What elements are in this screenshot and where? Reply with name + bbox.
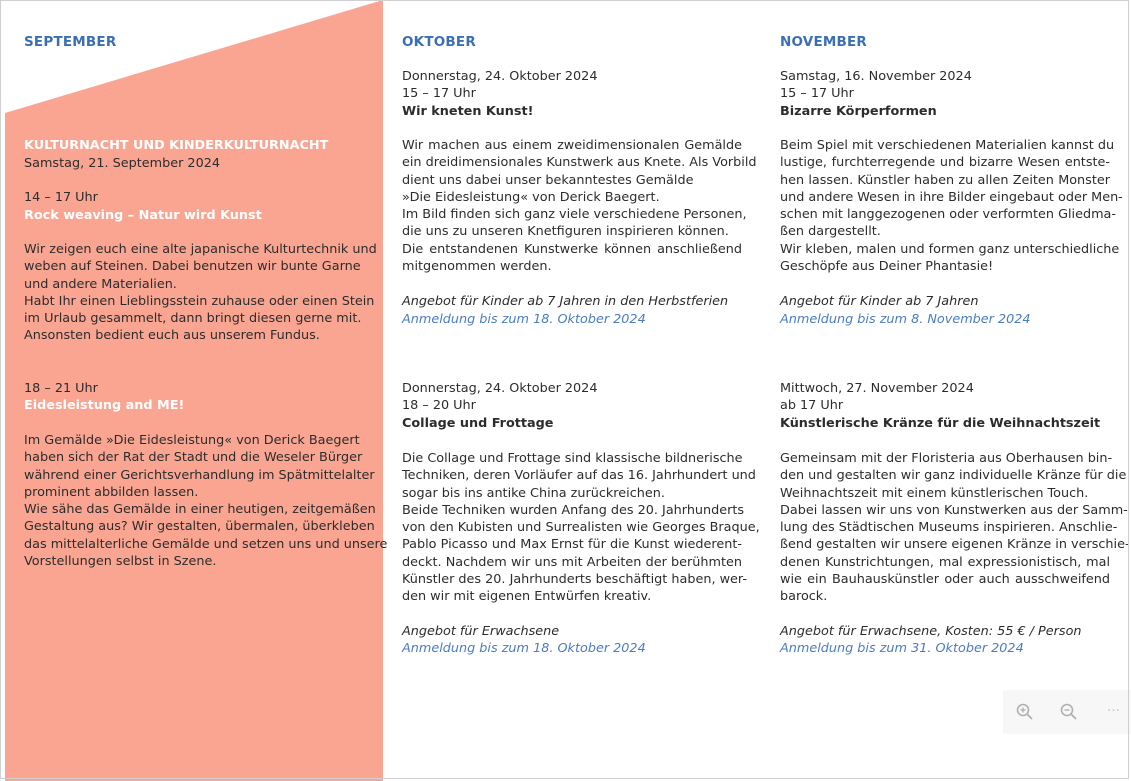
- month-heading-november: NOVEMBER: [780, 34, 868, 50]
- description-line: Techniken, deren Vorläufer auf das 16. Jahrhundert und: [402, 468, 756, 484]
- event-date: Samstag, 21. September 2024: [24, 156, 221, 171]
- description-line: im Urlaub gesammelt, dann bringt diesen gerne mit.: [24, 311, 362, 327]
- description-line: Wir zeigen euch eine alte japanische Kulturtechnik und: [24, 242, 377, 257]
- event-date: Mittwoch, 27. November 2024: [780, 381, 974, 396]
- description-line: »Die Eidesleistung« von Derick Baegert.: [402, 189, 660, 205]
- event-time: 15 – 17 Uhr: [402, 86, 476, 101]
- event-description: [24, 241, 377, 345]
- event-description: [24, 432, 388, 570]
- description-line: sogar bis ins antike China zurückreichen.: [402, 485, 665, 501]
- description-line: Im Bild finden sich ganz viele verschiedene Personen,: [402, 207, 747, 223]
- description-line: Gemeinsam mit der Floristeria aus Oberhausen bin-: [780, 451, 1113, 466]
- description-line: wie ein Bauhauskünstler oder auch ausschweifend: [780, 572, 1110, 588]
- description-line: hen lassen. Künstler haben zu allen Zeiten Monster: [780, 172, 1110, 188]
- month-heading-oktober: OKTOBER: [402, 34, 476, 50]
- description-line: Weihnachtszeit mit einem künstlerischen Touch.: [780, 485, 1089, 501]
- description-line: haben sich der Rat der Stadt und die Weseler Bürger: [24, 450, 363, 466]
- description-line: Beim Spiel mit verschiedenen Materialien kannst du: [780, 138, 1115, 153]
- event-description: [402, 450, 760, 606]
- event-date: Samstag, 16. November 2024: [780, 69, 972, 84]
- more-icon[interactable]: …: [1107, 700, 1120, 715]
- description-line: ßend gestalten wir unsere eigenen Kränze in verschie-: [780, 537, 1130, 553]
- description-line: Die entstandenen Kunstwerke können anschließend: [402, 241, 742, 257]
- event-description: [402, 137, 757, 275]
- event-registration: Anmeldung bis zum 31. Oktober 2024: [780, 641, 1024, 656]
- description-line: ßen dargestellt.: [780, 224, 881, 240]
- description-line: Im Gemälde »Die Eidesleistung« von Derick Baegert: [24, 433, 360, 448]
- description-line: Wir machen aus einem zweidimensionalen Gemälde: [402, 138, 742, 153]
- description-line: die uns zu unseren Knetfiguren inspirieren können.: [402, 224, 729, 240]
- description-line: Gestaltung aus? Wir gestalten, übermalen, überkleben: [24, 519, 375, 535]
- event-time: 15 – 17 Uhr: [780, 86, 854, 101]
- event-title: Rock weaving – Natur wird Kunst: [24, 208, 262, 223]
- description-line: prominent abbilden lassen.: [24, 484, 199, 500]
- description-line: Vorstellungen selbst in Szene.: [24, 554, 217, 570]
- description-line: Ansonsten bedient euch aus unserem Fundus.: [24, 328, 320, 344]
- event-title: Bizarre Körperformen: [780, 104, 937, 119]
- description-line: Pablo Picasso und Max Ernst für die Kunst wiederent-: [402, 537, 742, 553]
- description-line: weben auf Steinen. Dabei benutzen wir bunte Garne: [24, 259, 361, 275]
- description-line: dient uns dabei unser bekanntestes Gemälde: [402, 172, 694, 188]
- event-offer: Angebot für Kinder ab 7 Jahren in den Herbstferien: [402, 294, 729, 309]
- description-line: denen Kunstrichtungen, mal expressionistisch, mal: [780, 554, 1110, 570]
- description-line: Geschöpfe aus Deiner Phantasie!: [780, 259, 994, 275]
- event-registration: Anmeldung bis zum 18. Oktober 2024: [402, 312, 646, 327]
- event-time: 18 – 20 Uhr: [402, 398, 476, 413]
- zoom-toolbar: [1003, 690, 1131, 734]
- event-group-title: KULTURNACHT UND KINDERKULTURNACHT: [24, 138, 329, 153]
- description-line: Beide Techniken wurden Anfang des 20. Jahrhunderts: [402, 502, 745, 518]
- description-line: schen mit langgezogenen oder verformten Gliedma-: [780, 207, 1117, 223]
- event-offer: Angebot für Kinder ab 7 Jahren: [780, 294, 979, 309]
- event-date: Donnerstag, 24. Oktober 2024: [402, 381, 598, 396]
- description-line: lung des Städtischen Museums inspirieren. Anschlie-: [780, 520, 1118, 536]
- description-line: den wir mit eigenen Entwürfen kreativ.: [402, 589, 652, 605]
- description-line: Dabei lassen wir uns von Kunstwerken aus der Samm-: [780, 502, 1128, 518]
- event-description: [780, 450, 1130, 606]
- event-registration: Anmeldung bis zum 8. November 2024: [780, 312, 1031, 327]
- description-line: barock.: [780, 589, 828, 605]
- event-time: ab 17 Uhr: [780, 398, 844, 413]
- description-line: und andere Materialien.: [24, 276, 177, 292]
- description-line: Wie sähe das Gemälde in einer heutigen, zeitgemäßen: [24, 502, 376, 518]
- description-line: mitgenommen werden.: [402, 259, 552, 275]
- event-title: Künstlerische Kränze für die Weihnachtszeit: [780, 416, 1101, 431]
- event-title: Eidesleistung and ME!: [24, 398, 185, 413]
- month-heading-september: SEPTEMBER: [24, 34, 117, 50]
- zoom-out-icon[interactable]: [1059, 702, 1079, 722]
- event-date: Donnerstag, 24. Oktober 2024: [402, 69, 598, 84]
- event-description: [780, 137, 1123, 275]
- description-line: Wir kleben, malen und formen ganz unterschiedliche: [780, 241, 1120, 257]
- event-title: Collage und Frottage: [402, 416, 554, 431]
- event-registration: Anmeldung bis zum 18. Oktober 2024: [402, 641, 646, 656]
- description-line: Die Collage und Frottage sind klassische bildnerische: [402, 451, 743, 466]
- description-line: Künstler des 20. Jahrhunderts beschäftigt haben, wer-: [402, 572, 747, 588]
- event-title: Wir kneten Kunst!: [402, 104, 534, 119]
- description-line: lustige, furchterregende und bizarre Wesen entste-: [780, 155, 1110, 171]
- description-line: den und gestalten wir ganz individuelle Kränze für die: [780, 468, 1127, 484]
- zoom-in-icon[interactable]: [1015, 702, 1035, 722]
- description-line: das mittelalterliche Gemälde und setzen uns und unsere: [24, 536, 388, 552]
- event-offer: Angebot für Erwachsene, Kosten: 55 € / Person: [780, 624, 1082, 639]
- description-line: ein dreidimensionales Kunstwerk aus Knete. Als Vorbild: [402, 155, 757, 171]
- description-line: Habt Ihr einen Lieblingsstein zuhause oder einen Stein: [24, 293, 375, 309]
- description-line: während einer Gerichtsverhandlung im Spätmittelalter: [24, 467, 375, 483]
- event-time: 14 – 17 Uhr: [24, 190, 98, 205]
- event-time: 18 – 21 Uhr: [24, 381, 98, 396]
- description-line: deckt. Nachdem wir uns mit Arbeiten der berühmten: [402, 554, 742, 570]
- description-line: von den Kubisten und Surrealisten wie Georges Braque,: [402, 520, 760, 536]
- description-line: und andere Wesen in ihre Bilder eingebaut oder Men-: [780, 189, 1123, 205]
- event-offer: Angebot für Erwachsene: [402, 624, 560, 639]
